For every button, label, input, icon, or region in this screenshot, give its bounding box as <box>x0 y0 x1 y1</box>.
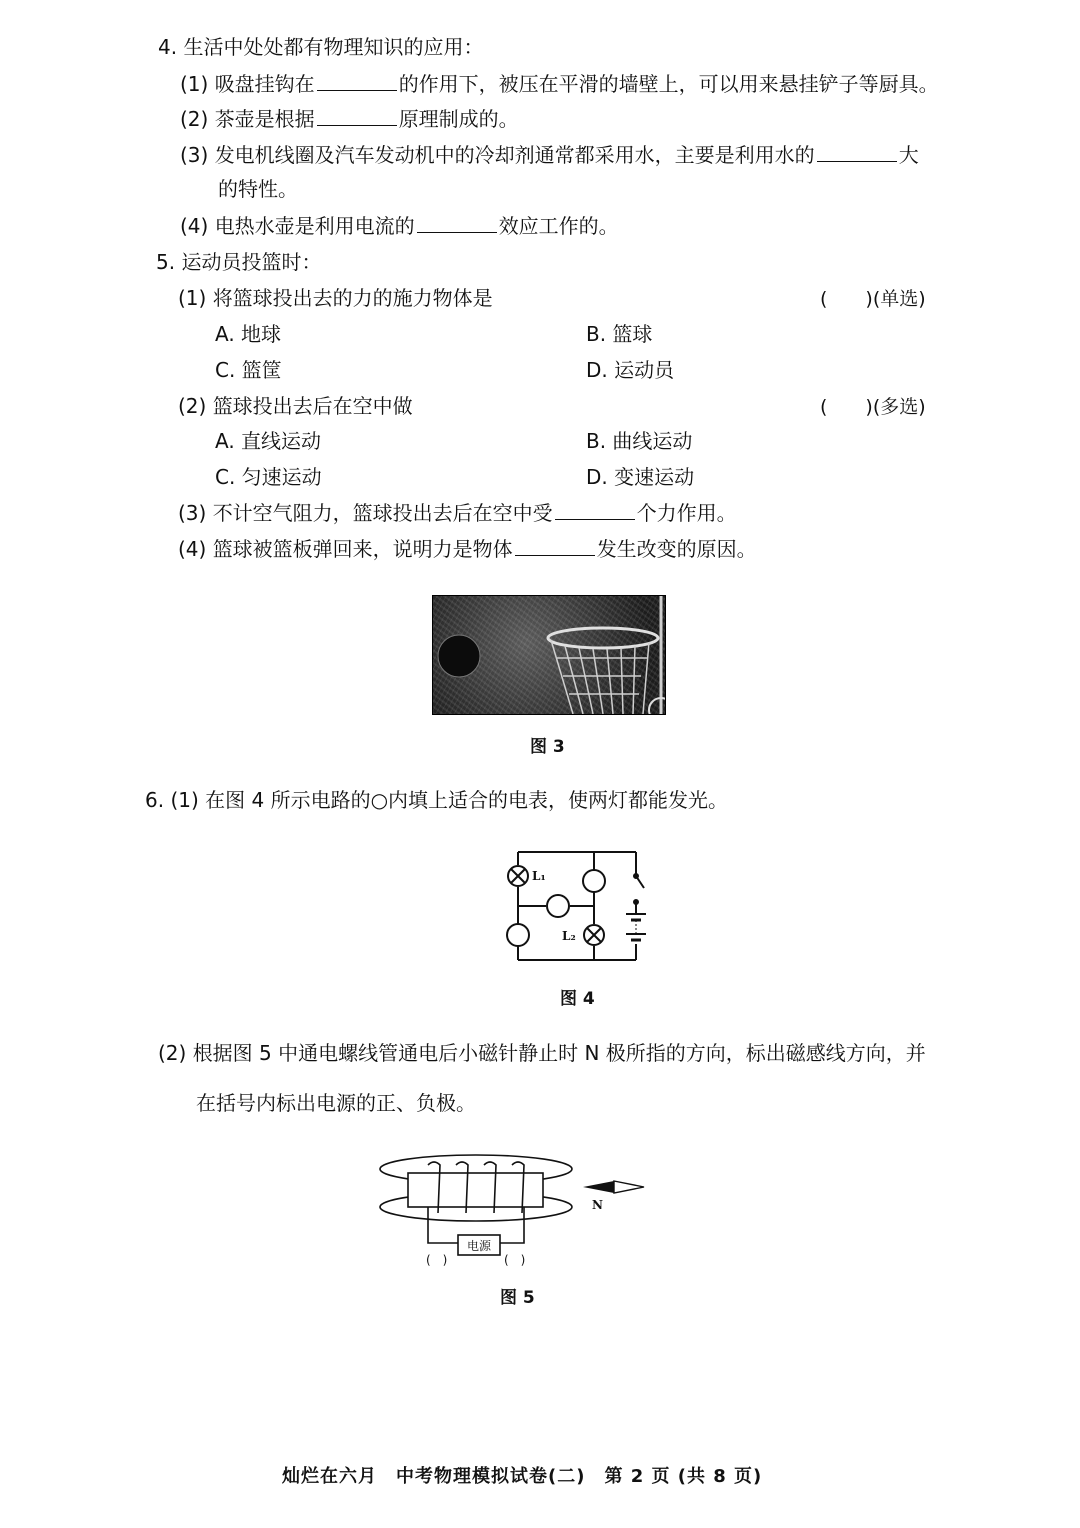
figure-4-caption: 图 4 <box>560 989 595 1009</box>
right-pole-bracket: ( ) <box>504 1253 526 1267</box>
answer-blank[interactable] <box>555 501 635 520</box>
q4-part3: (3) 发电机线圈及汽车发动机中的冷却剂通常都采用水，主要是利用水的 大 <box>180 143 919 167</box>
solenoid-diagram <box>378 1145 658 1275</box>
circuit-diagram <box>498 840 658 970</box>
needle-n-label: N <box>592 1198 603 1212</box>
basketball-icon <box>438 635 480 677</box>
label-l1: L₁ <box>532 869 546 883</box>
q4-part1: (1) 吸盘挂钩在 的作用下，被压在平滑的墙壁上，可以用来悬挂铲子等厨具。 <box>180 72 939 96</box>
option-b[interactable]: B. 篮球 <box>586 322 653 346</box>
ball-edge <box>649 698 666 715</box>
q5-sub1-tag[interactable]: ( )(单选) <box>820 288 926 310</box>
label-l2: L₂ <box>562 929 576 943</box>
q5-sub1-stem: (1) 将篮球投出去的力的施力物体是 <box>178 286 493 310</box>
answer-blank[interactable] <box>317 107 397 126</box>
page-footer: 灿烂在六月 中考物理模拟试卷(二) 第 2 页 (共 8 页) <box>282 1466 763 1487</box>
figure-5-caption: 图 5 <box>500 1288 535 1308</box>
lamp-l2-icon <box>584 925 604 945</box>
battery-icon <box>626 914 646 940</box>
meter-circle-middle <box>547 895 569 917</box>
q6-part1: 6. (1) 在图 4 所示电路的○内填上适合的电表，使两灯都能发光。 <box>145 788 729 812</box>
option-d[interactable]: D. 变速运动 <box>586 465 695 489</box>
answer-blank[interactable] <box>515 537 595 556</box>
meter-circle-bottom <box>507 924 529 946</box>
lamp-l1-icon <box>508 866 528 886</box>
basketball-photo <box>432 595 666 715</box>
option-a[interactable]: A. 地球 <box>215 322 282 346</box>
option-c[interactable]: C. 匀速运动 <box>215 465 322 489</box>
q5-sub2-stem: (2) 篮球投出去后在空中做 <box>178 394 413 418</box>
q5-sub3: (3) 不计空气阻力，篮球投出去后在空中受 个力作用。 <box>178 501 737 525</box>
option-c[interactable]: C. 篮筐 <box>215 358 282 382</box>
q6-part2-line1: (2) 根据图 5 中通电螺线管通电后小磁针静止时 N 极所指的方向，标出磁感线方向，并 <box>158 1041 926 1065</box>
option-a[interactable]: A. 直线运动 <box>215 429 322 453</box>
option-d[interactable]: D. 运动员 <box>586 358 675 382</box>
hoop-rim <box>548 628 658 648</box>
answer-blank[interactable] <box>817 143 897 162</box>
answer-blank[interactable] <box>317 72 397 91</box>
figure-3-caption: 图 3 <box>530 737 565 757</box>
q4-part4: (4) 电热水壶是利用电流的 效应工作的。 <box>180 214 619 238</box>
q5-sub4: (4) 篮球被篮板弹回来，说明力是物体 发生改变的原因。 <box>178 537 757 561</box>
option-b[interactable]: B. 曲线运动 <box>586 429 693 453</box>
switch-icon <box>634 874 644 904</box>
q4-part3-cont: 的特性。 <box>218 177 298 201</box>
compass-needle-icon <box>583 1181 644 1193</box>
power-supply-label: 电源 <box>466 1239 492 1253</box>
q6-part2-line2: 在括号内标出电源的正、负极。 <box>196 1091 476 1115</box>
q5-title: 5. 运动员投篮时： <box>156 250 322 274</box>
q4-title: 4. 生活中处处都有物理知识的应用： <box>158 35 484 59</box>
basketball-hoop-drawing <box>433 596 665 714</box>
meter-circle-top <box>583 870 605 892</box>
hoop-net <box>551 640 649 714</box>
q5-sub2-tag[interactable]: ( )(多选) <box>820 396 926 418</box>
q4-part2: (2) 茶壶是根据 原理制成的。 <box>180 107 519 131</box>
answer-blank[interactable] <box>417 214 497 233</box>
left-pole-bracket: ( ) <box>426 1253 448 1267</box>
